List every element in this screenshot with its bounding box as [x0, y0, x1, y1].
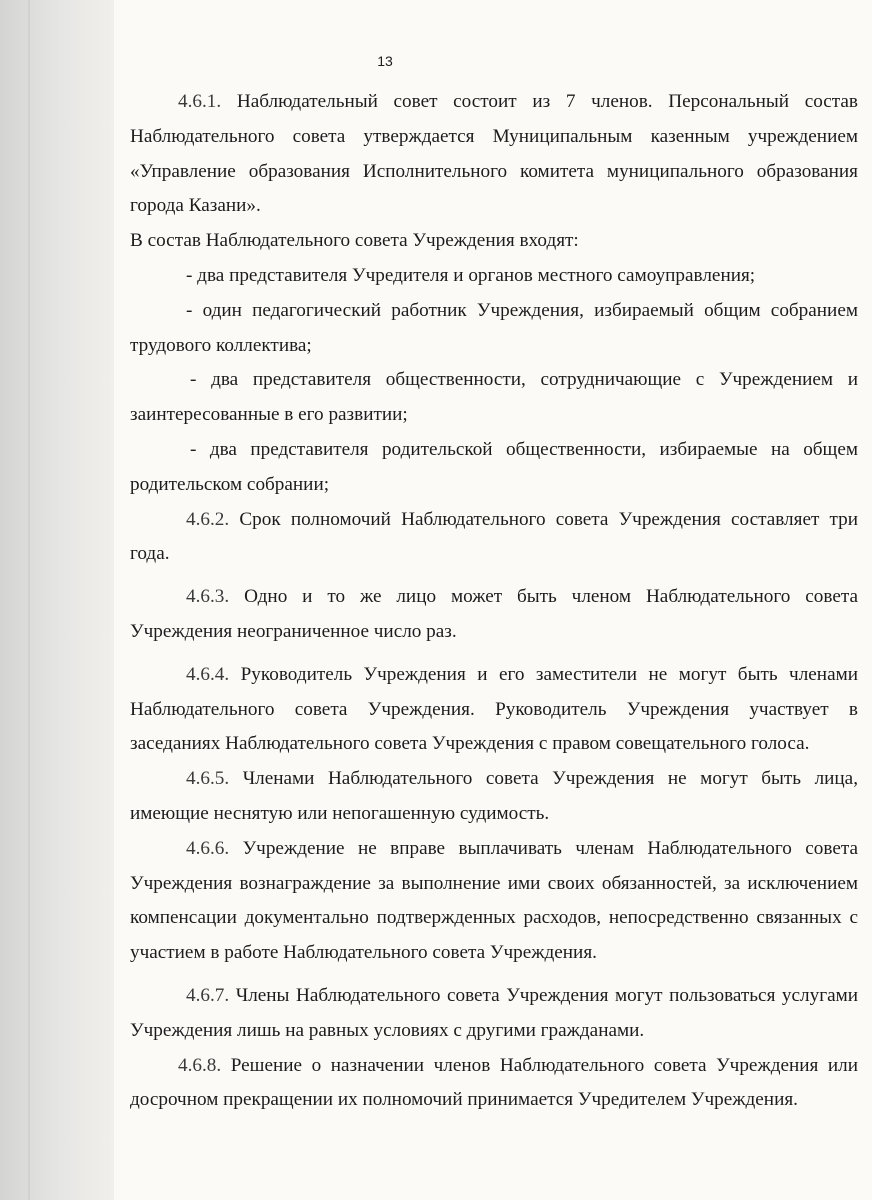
clause-text: Наблюдательный совет состоит из 7 членов. Персональный состав Наблюдательного совета утверждается Муниципальным казенным учреждением «Управление образования Исполнительного комитета муниципального образования города Казани». — [130, 91, 858, 217]
paragraph-4-6-2 — [130, 503, 858, 573]
paragraph-4-6-6 — [130, 832, 858, 971]
clause-number: 4.6.5. — [186, 768, 230, 790]
scan-left-edge — [0, 0, 112, 1200]
clause-text: Членами Наблюдательного совета Учреждения не могут быть лица, имеющие неснятую или непогашенную судимость. — [130, 768, 858, 824]
clause-text: Руководитель Учреждения и его заместители не могут быть членами Наблюдательного совета Учреждения. Руководитель Учреждения участвует в заседаниях Наблюдательного совета Учреждения с правом совещательного голоса. — [130, 663, 858, 755]
clause-number: 4.6.4. — [186, 663, 230, 685]
list-item-text: - два представителя Учредителя и органов местного самоуправления; — [186, 264, 756, 286]
list-item-public-reps — [130, 363, 858, 433]
clause-text: В состав Наблюдательного совета Учреждения входят: — [130, 230, 579, 252]
clause-number: 4.6.6. — [186, 837, 230, 859]
clause-number: 4.6.1. — [178, 91, 222, 112]
clause-text: Члены Наблюдательного совета Учреждения могут пользоваться услугами Учреждения лишь на равных условиях с другими гражданами. — [130, 984, 859, 1041]
list-item-founder-reps — [130, 259, 858, 294]
clause-number: 4.6.2. — [186, 508, 230, 530]
clause-text: Одно и то же лицо может быть членом Наблюдательного совета Учреждения неограниченное число раз. — [130, 586, 858, 642]
paragraph-4-6-3 — [130, 580, 858, 650]
paragraph-4-6-7 — [130, 979, 858, 1049]
paragraph-4-6-5 — [130, 762, 858, 832]
paragraph-4-6-1 — [130, 85, 858, 224]
clause-number: 4.6.7. — [186, 984, 230, 1006]
clause-text: Учреждение не вправе выплачивать членам Наблюдательного совета Учреждения вознаграждение за выполнение ими своих обязанностей, за исключением компенсации документально подтвержденных расходов, непосредственно связанных с участием в работе Наблюдательного совета Учреждения. — [130, 837, 858, 964]
list-item-parent-reps — [130, 433, 858, 503]
list-item-teacher — [130, 294, 858, 364]
paragraph-4-6-8 — [130, 1049, 858, 1119]
page-number: 13 — [377, 53, 393, 69]
clause-number: 4.6.8. — [178, 1054, 222, 1076]
document-body — [130, 85, 858, 1118]
clause-number: 4.6.3. — [186, 586, 230, 608]
clause-text: Решение о назначении членов Наблюдательного совета Учреждения или досрочном прекращении их полномочий принимается Учредителем Учреждения. — [130, 1054, 859, 1111]
list-item-text: - два представителя общественности, сотрудничающие с Учреждением и заинтересованные в его развитии; — [130, 369, 858, 426]
list-item-text: - два представителя родительской общественности, избираемые на общем родительском собрании; — [130, 438, 858, 495]
clause-text: Срок полномочий Наблюдательного совета Учреждения составляет три года. — [130, 508, 858, 565]
paragraph-4-6-4 — [130, 658, 858, 762]
list-item-text: - один педагогический работник Учреждения, избираемый общим собранием трудового коллектива; — [130, 299, 858, 356]
paragraph-composition-intro — [130, 224, 858, 259]
